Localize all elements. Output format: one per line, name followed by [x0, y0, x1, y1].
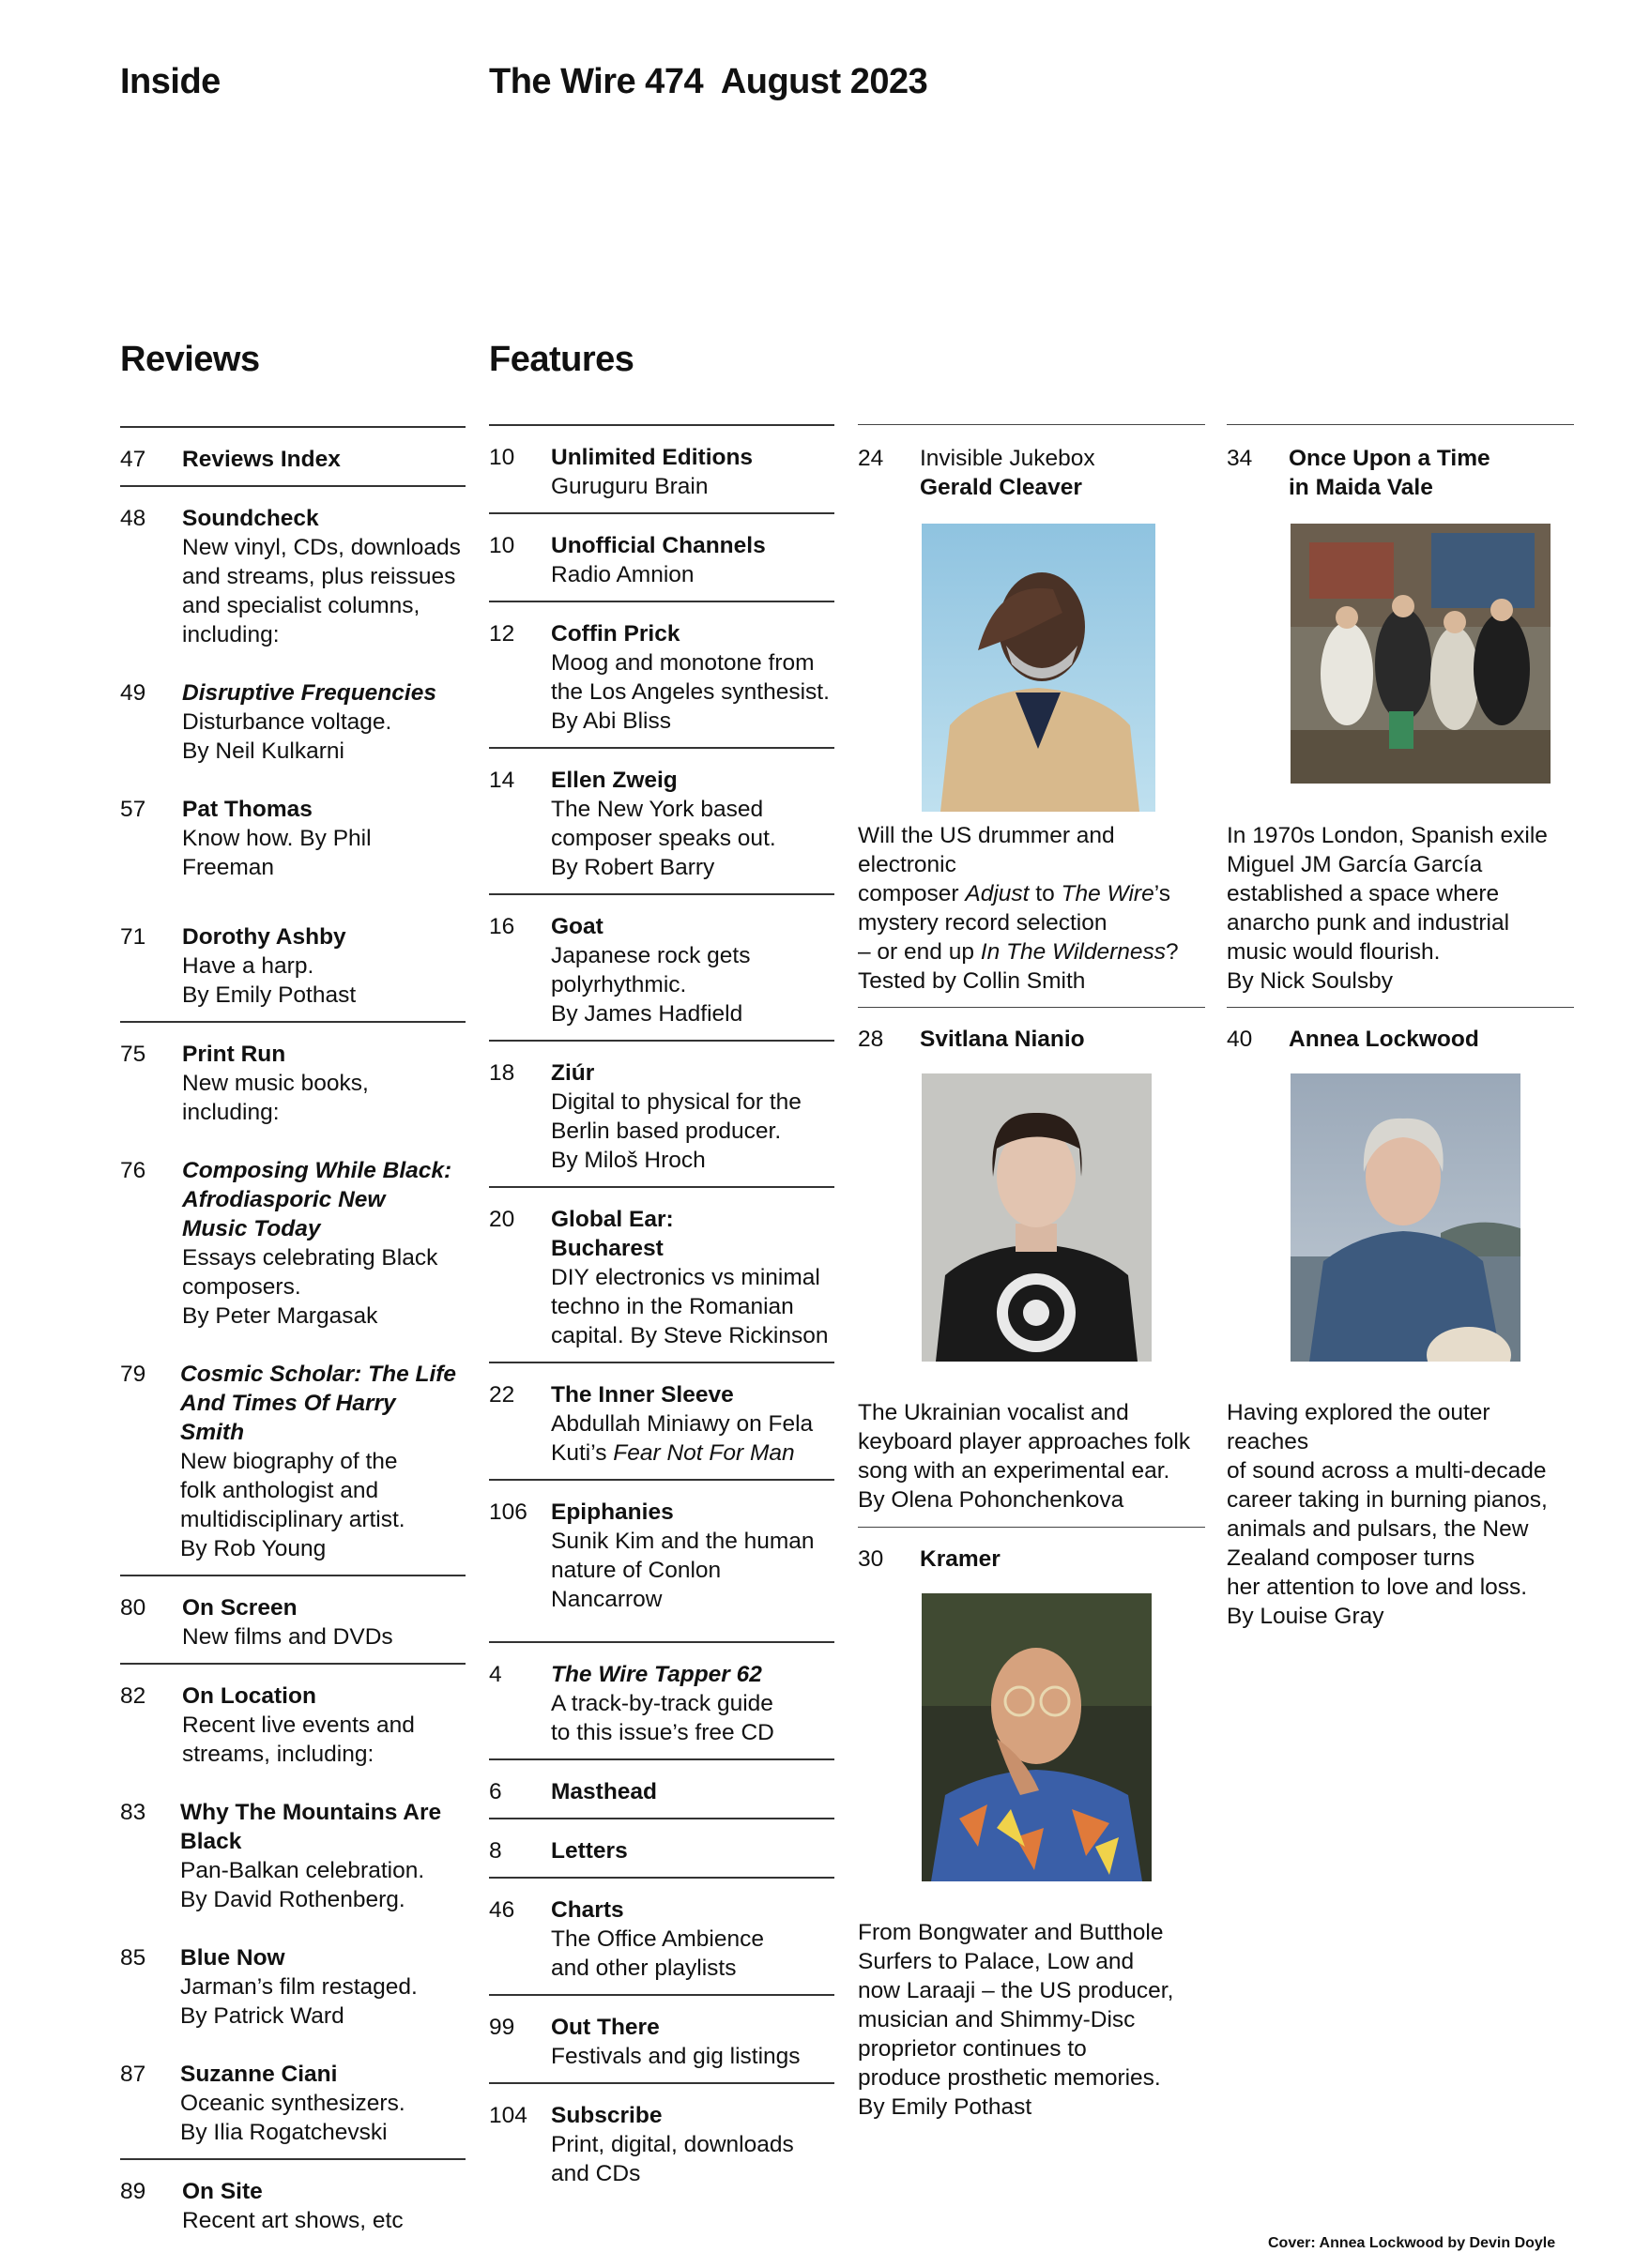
entry-description-line: By Emily Pothast — [182, 982, 357, 1008]
entry-description-line: Have a harp. — [182, 953, 314, 979]
svitlana-nianio-photo — [922, 1073, 1152, 1362]
entry-description-line: techno in the Romanian — [551, 1294, 794, 1319]
entry-title: On Site — [182, 2179, 263, 2204]
entry-title: Pat Thomas — [182, 797, 313, 822]
toc-entry[interactable] — [489, 749, 834, 893]
kramer-description — [858, 1918, 1205, 2122]
entry-description-line: By Neil Kulkarni — [182, 738, 344, 764]
toc-entry[interactable] — [489, 1481, 834, 1614]
entry-description-line: Recent live events and — [182, 1712, 415, 1738]
entry-description-line: Berlin based producer. — [551, 1119, 782, 1144]
page-number: 24 — [858, 446, 884, 471]
inside-label: Inside — [120, 62, 221, 101]
page-number: 16 — [489, 914, 515, 939]
entry-description-line: folk anthologist and — [180, 1478, 379, 1503]
toc-entry[interactable] — [120, 2160, 466, 2235]
description-line: By Olena Pohonchenkova — [858, 1487, 1124, 1513]
description-line: From Bongwater and Butthole — [858, 1920, 1164, 1945]
toc-entry[interactable] — [120, 649, 466, 766]
description-line: Having explored the outer reaches — [1227, 1400, 1490, 1454]
entry-description-line: composer speaks out. — [551, 826, 776, 851]
entry-title: Letters — [551, 1838, 628, 1864]
description-line: now Laraaji – the US producer, — [858, 1978, 1174, 2003]
entry-description-line: The Office Ambience — [551, 1926, 764, 1952]
feature-cleaver[interactable] — [858, 424, 1205, 502]
entry-description-line: nature of Conlon Nancarrow — [551, 1558, 722, 1612]
description-line: music would flourish. — [1227, 939, 1441, 965]
page-number: 76 — [120, 1158, 146, 1183]
toc-entry[interactable] — [489, 1042, 834, 1186]
description-line: composer Adjust to The Wire’s — [858, 881, 1170, 906]
page-number: 85 — [120, 1945, 146, 1971]
page-number: 57 — [120, 797, 146, 822]
entry-title: Subscribe — [551, 2103, 663, 2128]
toc-entry[interactable] — [489, 1996, 834, 2082]
lockwood-description — [1227, 1398, 1574, 1631]
entry-description-line: composers. — [182, 1274, 301, 1300]
entry-description-line: Digital to physical for the — [551, 1089, 802, 1115]
cleaver-description — [858, 821, 1205, 996]
entry-description-line: Radio Amnion — [551, 562, 695, 587]
feature-title-line: Once Upon a Time — [1289, 446, 1490, 471]
page-number: 40 — [1227, 1027, 1253, 1052]
nianio-description — [858, 1398, 1205, 1515]
entry-description-line: Festivals and gig listings — [551, 2044, 801, 2069]
page-number: 20 — [489, 1207, 515, 1232]
description-line: Surfers to Palace, Low and — [858, 1949, 1135, 1974]
entry-description-line: DIY electronics vs minimal — [551, 1265, 820, 1290]
toc-entry[interactable] — [120, 1331, 466, 1575]
page-number: 83 — [120, 1800, 146, 1825]
feature-title: Annea Lockwood — [1289, 1027, 1479, 1052]
entry-description-line: Guruguru Brain — [551, 474, 709, 499]
kramer-photo — [922, 1593, 1152, 1881]
entry-title: Epiphanies — [551, 1499, 674, 1525]
toc-entry[interactable] — [120, 428, 466, 485]
description-line: By Emily Pothast — [858, 2094, 1032, 2120]
entry-title-line: Black — [180, 1829, 242, 1854]
entry-title: Suzanne Ciani — [180, 2062, 338, 2087]
description-line: established a space where — [1227, 881, 1500, 906]
entry-title: Soundcheck — [182, 506, 319, 531]
page-number: 30 — [858, 1546, 884, 1572]
feature-title-line: in Maida Vale — [1289, 475, 1433, 500]
feature-title: Kramer — [920, 1546, 1001, 1572]
page-number: 87 — [120, 2062, 146, 2087]
description-line: proprietor continues to — [858, 2036, 1087, 2062]
entry-description-line: New vinyl, CDs, downloads — [182, 535, 461, 560]
entry-description-line: By Patrick Ward — [180, 2003, 344, 2029]
entry-description-line: including: — [182, 622, 280, 647]
toc-entry[interactable] — [120, 1023, 466, 1127]
text-segment-italic: Fear Not For Man — [613, 1440, 795, 1466]
entry-description-line: multidisciplinary artist. — [180, 1507, 405, 1532]
entry-description-line: By Robert Barry — [551, 855, 715, 880]
entry-title: Charts — [551, 1897, 624, 1923]
toc-entry[interactable] — [120, 766, 466, 893]
toc-entry[interactable] — [120, 1665, 466, 1769]
page-number: 6 — [489, 1779, 502, 1804]
entry-title: On Location — [182, 1683, 316, 1709]
reviews-list — [120, 426, 466, 2235]
entry-title: Disruptive Frequencies — [182, 680, 436, 706]
entry-title-line: Music Today — [182, 1216, 321, 1241]
entry-description-line: By David Rothenberg. — [180, 1887, 405, 1912]
entry-description-line: A track-by-track guide — [551, 1691, 773, 1716]
page-number: 18 — [489, 1060, 515, 1086]
entry-description-line: By James Hadfield — [551, 1001, 743, 1027]
entry-description-line: Pan-Balkan celebration. — [180, 1858, 425, 1883]
page-number: 4 — [489, 1662, 502, 1687]
page-number: 99 — [489, 2015, 515, 2040]
page-number: 104 — [489, 2103, 527, 2128]
toc-entry[interactable] — [120, 1769, 466, 1914]
cover-credit: Cover: Annea Lockwood by Devin Doyle — [1268, 2235, 1556, 2251]
feature-title: Svitlana Nianio — [920, 1027, 1085, 1052]
entry-title: Masthead — [551, 1779, 658, 1804]
toc-entry[interactable] — [120, 1576, 466, 1663]
description-line: animals and pulsars, the New — [1227, 1516, 1529, 1542]
entry-title: Blue Now — [180, 1945, 285, 1971]
toc-entry[interactable] — [120, 1914, 466, 2031]
maida-vale-description — [1227, 821, 1574, 996]
text-segment: Kuti’s — [551, 1440, 614, 1466]
entry-description-line: to this issue’s free CD — [551, 1720, 774, 1745]
page-number: 8 — [489, 1838, 502, 1864]
entry-description-line: and other playlists — [551, 1956, 737, 1981]
entry-description-line: Abdullah Miniawy on Fela — [551, 1411, 814, 1437]
issue-number: The Wire 474 — [489, 62, 704, 101]
feature-title: Gerald Cleaver — [920, 475, 1082, 500]
page-number: 10 — [489, 533, 515, 558]
entry-description-line: By Miloš Hroch — [551, 1148, 706, 1173]
description-line: musician and Shimmy-Disc — [858, 2007, 1136, 2032]
entry-description-line: Sunik Kim and the human — [551, 1529, 815, 1554]
page-number: 34 — [1227, 446, 1253, 471]
page-number: 28 — [858, 1027, 884, 1052]
entry-description-line: Recent art shows, etc — [182, 2208, 404, 2233]
toc-entry[interactable] — [120, 893, 466, 1021]
entry-title: Reviews Index — [182, 447, 341, 472]
features-list — [489, 424, 834, 1614]
entry-title-line: Global Ear: — [551, 1207, 674, 1232]
page-number: 22 — [489, 1382, 515, 1408]
feature-kramer[interactable] — [858, 1527, 1205, 1574]
entry-title-line: And Times Of Harry Smith — [180, 1391, 396, 1445]
entry-title: Print Run — [182, 1042, 286, 1067]
feature-nianio[interactable] — [858, 1007, 1205, 1054]
entry-description-line: By Peter Margasak — [182, 1303, 378, 1329]
toc-entry[interactable] — [489, 1819, 834, 1877]
toc-entry[interactable] — [489, 1188, 834, 1362]
issue-title — [489, 62, 927, 102]
entry-description-line: streams, including: — [182, 1742, 374, 1767]
page-number: 71 — [120, 924, 146, 950]
description-line: Tested by Collin Smith — [858, 968, 1086, 994]
description-line: Miguel JM García García — [1227, 852, 1483, 877]
page-number: 80 — [120, 1595, 146, 1621]
entry-description-line: Moog and monotone from — [551, 650, 815, 676]
entry-description-line: Disturbance voltage. — [182, 709, 392, 735]
entry-title: The Inner Sleeve — [551, 1382, 734, 1408]
entry-title: Unlimited Editions — [551, 445, 754, 470]
toc-entry[interactable] — [120, 487, 466, 649]
issue-date: August 2023 — [720, 62, 928, 101]
description-line: The Ukrainian vocalist and — [858, 1400, 1129, 1425]
description-line: By Louise Gray — [1227, 1604, 1384, 1629]
toc-entry[interactable] — [489, 1363, 834, 1479]
page-number: 14 — [489, 768, 515, 793]
entry-title-line: Why The Mountains Are — [180, 1800, 442, 1825]
entry-description-line: the Los Angeles synthesist. — [551, 679, 830, 705]
entry-description-line: New music books, — [182, 1071, 369, 1096]
entry-description-line: and specialist columns, — [182, 593, 420, 618]
entry-title-line: Composing While Black: — [182, 1158, 452, 1183]
page-number: 46 — [489, 1897, 515, 1923]
entry-description-line: By Abi Bliss — [551, 708, 671, 734]
page-number: 75 — [120, 1042, 146, 1067]
description-line: Zealand composer turns — [1227, 1545, 1475, 1571]
page-number: 12 — [489, 621, 515, 647]
entry-description-line: and CDs — [551, 2161, 641, 2186]
entry-description-line: Oceanic synthesizers. — [180, 2091, 405, 2116]
feature-kicker: Invisible Jukebox — [920, 446, 1095, 471]
features-heading: Features — [489, 340, 634, 379]
description-line: of sound across a multi-decade — [1227, 1458, 1547, 1484]
maida-vale-photo — [1291, 524, 1551, 784]
entry-description-line — [551, 1438, 834, 1468]
page-number: 47 — [120, 447, 146, 472]
entry-description-line: New films and DVDs — [182, 1624, 393, 1650]
description-line: career taking in burning pianos, — [1227, 1487, 1548, 1513]
entry-title: Coffin Prick — [551, 621, 680, 647]
page-number: 48 — [120, 506, 146, 531]
page-number: 79 — [120, 1362, 146, 1387]
description-line: In 1970s London, Spanish exile — [1227, 823, 1548, 848]
toc-entry[interactable] — [120, 1127, 466, 1331]
entry-description-line: polyrhythmic. — [551, 972, 687, 997]
description-line: – or end up In The Wilderness? — [858, 939, 1179, 965]
entry-title-line: Afrodiasporic New — [182, 1187, 386, 1212]
page-number: 89 — [120, 2179, 146, 2204]
entry-description-line: capital. By Steve Rickinson — [551, 1323, 829, 1348]
entry-description-line: By Ilia Rogatchevski — [180, 2120, 388, 2145]
toc-entry[interactable] — [489, 2084, 834, 2188]
page-number: 106 — [489, 1499, 527, 1525]
entry-title: Goat — [551, 914, 603, 939]
toc-entry[interactable] — [489, 1879, 834, 1994]
toc-entry[interactable] — [489, 602, 834, 747]
entry-title: Ziúr — [551, 1060, 595, 1086]
feature-maida-vale[interactable] — [1227, 424, 1574, 502]
toc-entry[interactable] — [489, 1643, 834, 1758]
entry-description-line: By Rob Young — [180, 1536, 327, 1561]
entry-description-line: New biography of the — [180, 1449, 398, 1474]
description-line: song with an experimental ear. — [858, 1458, 1170, 1484]
description-line: produce prosthetic memories. — [858, 2065, 1161, 2091]
entry-title-line: Bucharest — [551, 1236, 664, 1261]
description-line: By Nick Soulsby — [1227, 968, 1394, 994]
entry-description-line: Jarman’s film restaged. — [180, 1974, 418, 2000]
entry-description-line: The New York based — [551, 797, 764, 822]
feature-lockwood[interactable] — [1227, 1007, 1574, 1054]
page-number: 10 — [489, 445, 515, 470]
entry-title: Dorothy Ashby — [182, 924, 346, 950]
page-number: 49 — [120, 680, 146, 706]
entry-title: On Screen — [182, 1595, 298, 1621]
description-line: keyboard player approaches folk — [858, 1429, 1191, 1454]
description-line: anarcho punk and industrial — [1227, 910, 1510, 936]
entry-title: Unofficial Channels — [551, 533, 766, 558]
gerald-cleaver-photo — [922, 524, 1155, 812]
reviews-heading: Reviews — [120, 340, 260, 379]
entry-title-line: Cosmic Scholar: The Life — [180, 1362, 457, 1387]
toc-entry[interactable] — [489, 895, 834, 1040]
description-line: her attention to love and loss. — [1227, 1575, 1528, 1600]
annea-lockwood-photo — [1291, 1073, 1520, 1362]
entry-description-line: Japanese rock gets — [551, 943, 751, 968]
entry-description-line: Essays celebrating Black — [182, 1245, 438, 1271]
entry-description-line: Know how. By Phil Freeman — [182, 826, 372, 880]
entry-description-line: and streams, plus reissues — [182, 564, 456, 589]
entry-title: Out There — [551, 2015, 660, 2040]
toc-entry[interactable] — [489, 1760, 834, 1818]
entry-title: Ellen Zweig — [551, 768, 678, 793]
regulars-list — [489, 1641, 834, 2188]
page-number: 82 — [120, 1683, 146, 1709]
toc-entry[interactable] — [489, 426, 834, 512]
toc-entry[interactable] — [120, 2031, 466, 2158]
entry-description-line: including: — [182, 1100, 280, 1125]
toc-entry[interactable] — [489, 514, 834, 601]
description-line: Will the US drummer and electronic — [858, 823, 1115, 877]
entry-title: The Wire Tapper 62 — [551, 1662, 762, 1687]
entry-description-line: Print, digital, downloads — [551, 2132, 794, 2157]
description-line: mystery record selection — [858, 910, 1108, 936]
